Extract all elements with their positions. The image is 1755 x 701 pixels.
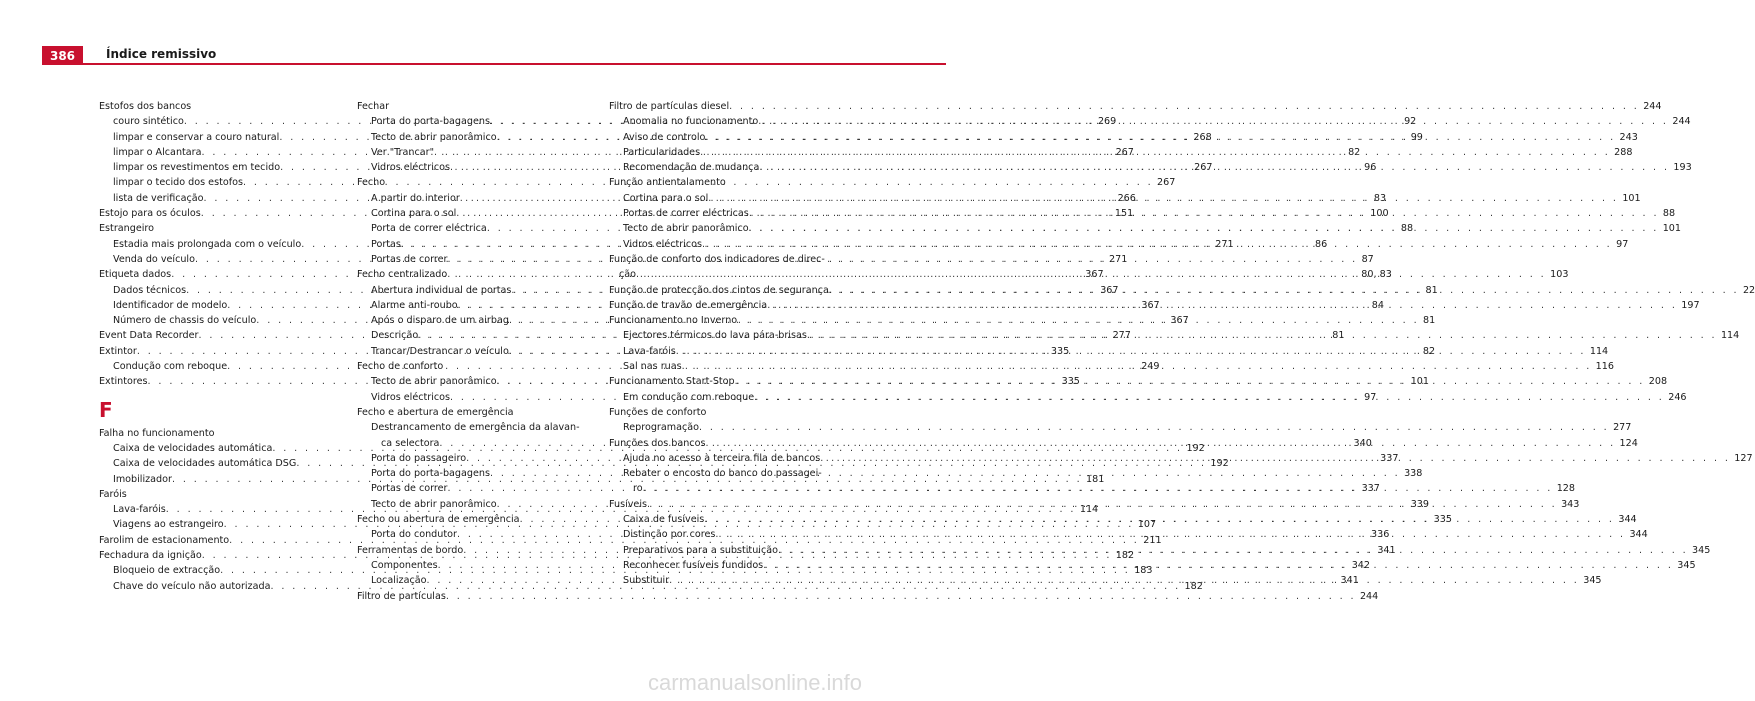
page-ref: 151 [1114, 208, 1134, 220]
leader-dots [705, 436, 1615, 451]
page-ref: 339 [1410, 498, 1429, 510]
page-ref: 97 [1616, 238, 1629, 250]
page-ref: 249 [1141, 361, 1160, 373]
entry-label: Portas de correr [371, 253, 448, 265]
page-ref: 335 [1050, 345, 1070, 357]
entry-label: Em condução com reboque [623, 391, 755, 403]
entry-label: Porta de correr eléctrica [371, 223, 487, 235]
page-ref: 192 [1186, 442, 1205, 454]
page-ref: 341 [1377, 544, 1396, 556]
index-heading: Funcionamento no Inverno [609, 315, 738, 327]
index-entry [609, 99, 1662, 114]
page-ref: 197 [1681, 299, 1700, 311]
leader-dots [676, 344, 1586, 359]
page-ref: 101 [1662, 223, 1681, 235]
entry-label: Aviso de controlo [623, 131, 706, 143]
page-ref: 182 [1184, 580, 1203, 592]
index-heading: Falha no funcionamento [99, 427, 215, 439]
leader-dots [647, 497, 1557, 512]
leader-dots [759, 160, 1669, 175]
leader-dots [682, 359, 1592, 374]
page-ref: 211 [1143, 534, 1162, 546]
entry-label: Lava-faróis [623, 345, 676, 357]
entry-label: Event Data Recorder [99, 330, 199, 342]
entry-label: Estojo para os óculos [99, 208, 201, 220]
entry-label: Viagens ao estrangeiro [113, 519, 224, 531]
page-ref: 107 [1137, 519, 1157, 531]
entry-label: Fusíveis [609, 498, 647, 510]
entry-label: Fechadura da ignição [99, 550, 202, 562]
page-ref: 103 [1550, 269, 1569, 281]
page-ref: 124 [1619, 437, 1638, 449]
index-heading: Fecho [357, 177, 386, 189]
entry-label: Dados técnicos [113, 284, 187, 296]
entry-label: Etiqueta dados [99, 269, 172, 281]
leader-dots [807, 328, 1717, 343]
page-ref: 345 [1677, 559, 1696, 571]
page-ref: 87 [1361, 253, 1374, 265]
entry-label: Reprogramação [623, 422, 699, 434]
entry-label: Caixa de velocidades automática DSG [113, 458, 297, 470]
page-ref: 367 [1170, 315, 1189, 327]
entry-label: Anomalia no funcionamento [623, 116, 759, 128]
entry-label: Vidros eléctricos [371, 391, 451, 403]
page-ref: 127 [1734, 452, 1753, 464]
page-ref: 193 [1673, 162, 1692, 174]
index-heading: Faróis [99, 488, 127, 500]
entry-label: Reconhecer fusíveis fundidos [623, 559, 764, 571]
entry-label: Cortina para o sol [623, 192, 709, 204]
page-ref: 114 [1079, 504, 1099, 516]
page-ref: 83 [1373, 192, 1387, 204]
entry-label: Particularidades [623, 146, 701, 158]
entry-label: couro sintético [113, 116, 184, 128]
entry-label: lista de verificação [113, 192, 204, 204]
page-ref: 345 [1692, 544, 1711, 556]
entry-label: Tecto de abrir panorâmico [371, 498, 497, 510]
page-ref: 336 [1371, 529, 1390, 541]
page-ref: 101 [1410, 376, 1429, 388]
leader-dots [767, 298, 1677, 313]
page-ref: 114 [1720, 330, 1740, 342]
entry-label: Porta do porta-bagagens [371, 468, 490, 480]
entry-label: ção [619, 269, 637, 281]
entry-label: Lava-faróis [113, 504, 166, 516]
page-ref: 244 [1643, 101, 1662, 112]
page-ref: 277 [1613, 422, 1632, 434]
page-ref: 343 [1561, 498, 1580, 510]
leader-dots [763, 558, 1673, 573]
leader-dots [704, 512, 1614, 527]
page-ref: 267 [1157, 177, 1176, 189]
page-ref: 22 [1742, 284, 1755, 296]
entry-label: Fecho ou abertura de emergência [357, 514, 520, 526]
page-ref: 266 [1117, 192, 1136, 204]
entry-label: Tecto de abrir panorâmico [371, 131, 497, 143]
entry-label: Ejectores térmicos do lava pára-brisas [623, 330, 807, 342]
leader-dots [778, 543, 1688, 558]
page-ref: 340 [1353, 437, 1372, 449]
page-ref: 341 [1340, 575, 1359, 587]
entry-label: Estadia mais prolongada com o veículo [113, 238, 302, 250]
entry-label: Tecto de abrir panorâmico [371, 376, 497, 388]
page-ref: 345 [1583, 575, 1602, 587]
page-ref: 86 [1314, 238, 1328, 250]
entry-label: Vidros eléctricos [623, 238, 703, 250]
entry-label: Número de chassis do veículo [113, 315, 257, 327]
entry-label: Localização [371, 575, 427, 587]
entry-label: Funções dos bancos [609, 437, 706, 449]
page-ref: 243 [1619, 131, 1638, 143]
page-ref: 269 [1097, 116, 1117, 128]
page-ref: 335 [1433, 514, 1452, 526]
leader-dots [715, 527, 1625, 542]
page-ref: 344 [1629, 529, 1648, 541]
entry-label: Fecho centralizado [357, 269, 448, 281]
page-ref: 80, 83 [1361, 269, 1392, 281]
entry-label: Tecto de abrir panorâmico [623, 223, 749, 235]
entry-label: A partir do interior [371, 192, 460, 204]
page-ref: 114 [1589, 345, 1609, 357]
page-ref: 81 [1332, 330, 1345, 342]
page-ref: 81 [1425, 284, 1438, 296]
entry-label: Filtro de partículas diesel [609, 101, 730, 112]
leader-dots [758, 114, 1668, 129]
page-ref: 192 [1210, 458, 1229, 470]
entry-label: Alarme anti-roubo [371, 299, 458, 311]
page-ref: 92 [1404, 116, 1417, 128]
page-ref: 128 [1556, 483, 1575, 495]
index-heading: Função antientalamento [609, 177, 726, 189]
page-ref: 116 [1595, 361, 1614, 373]
entry-label: Distinção por cores [623, 529, 716, 541]
leader-dots [699, 420, 1609, 435]
page-ref: 97 [1364, 391, 1377, 403]
watermark: carmanualsonline.info [648, 670, 863, 695]
entry-label: Caixa de velocidades automática [113, 442, 273, 454]
entry-label: Recomendação de mudança [623, 162, 760, 174]
leader-dots [636, 267, 1546, 282]
page-ref: 101 [1622, 192, 1641, 204]
page-ref: 99 [1410, 131, 1423, 143]
entry-label: Porta do condutor [371, 529, 457, 541]
page-ref: 88 [1662, 208, 1676, 220]
page-ref: 367 [1085, 269, 1104, 281]
page-ref: 277 [1112, 330, 1131, 342]
entry-label: Componentes [371, 559, 438, 571]
page-ref: 82 [1348, 146, 1361, 158]
entry-label: Extintores [99, 376, 148, 388]
entry-label: Descrição [371, 330, 419, 342]
leader-dots [735, 374, 1645, 389]
entry-label: Identificador de modelo [113, 299, 228, 311]
page-ref: 271 [1215, 238, 1234, 250]
page-ref: 288 [1614, 146, 1633, 158]
index-heading: Funções de conforto [609, 406, 707, 418]
index-subentry [609, 420, 1632, 435]
entry-label: Ajuda no acesso à terceira fila de bancos [623, 452, 821, 464]
leader-dots [643, 481, 1553, 496]
leader-dots [749, 221, 1659, 236]
entry-label: Porta do porta-bagagens [371, 116, 490, 128]
page-ref: 268 [1193, 131, 1212, 143]
page-ref: 338 [1404, 468, 1423, 480]
entry-label-line1: Destrancamento de emergência da alavan- [371, 422, 580, 434]
page-ref: 81 [1423, 315, 1436, 327]
page-ref: 183 [1134, 565, 1153, 577]
entry-label: Imobilizador [113, 473, 172, 485]
entry-label: limpar os revestimentos em tecido [113, 162, 281, 174]
leader-dots [708, 191, 1618, 206]
entry-label: Extintor [99, 345, 137, 357]
entry-label: Cortina para o sol [371, 208, 457, 220]
entry-label: Função de travão de emergência [609, 299, 768, 311]
page-ref: 337 [1361, 483, 1380, 495]
page-ref: 367 [1141, 299, 1160, 311]
entry-label: Após o disparo de um airbag [371, 315, 509, 327]
page-ref: 246 [1668, 391, 1687, 403]
page-ref: 342 [1351, 559, 1370, 571]
page-ref: 100 [1370, 208, 1389, 220]
entry-label: limpar e conservar a couro natural [113, 131, 280, 143]
entry-label: ca selectora [381, 437, 440, 449]
entry-label: Bloqueio de extracção [113, 565, 221, 577]
index-heading: Estofos dos bancos [99, 101, 192, 112]
entry-label: Filtro de partículas [357, 590, 446, 602]
page-ref: 84 [1371, 299, 1384, 311]
page-ref: 335 [1061, 376, 1080, 388]
page-ref: 367 [1100, 284, 1119, 296]
page-ref: 181 [1086, 473, 1105, 485]
entry-label: Função de protecção dos cintos de segurança [609, 284, 829, 296]
entry-label: Funcionamento Start-Stop [609, 376, 735, 388]
page-ref: 337 [1380, 452, 1399, 464]
index-heading: Estrangeiro [99, 223, 154, 235]
page-ref: 182 [1115, 550, 1135, 562]
entry-label: limpar o Alcantara [113, 146, 202, 158]
entry-label: limpar o tecido dos estofos [113, 177, 243, 189]
entry-label: Vidros eléctricos [371, 162, 451, 174]
entry-label: Trancar/Destrancar o veículo [371, 345, 509, 357]
leader-dots [446, 589, 1356, 604]
entry-label-line1: Rebater o encosto do banco do passagei- [623, 468, 822, 480]
leader-dots [729, 99, 1639, 114]
leader-dots [705, 130, 1615, 145]
page-ref: 208 [1648, 376, 1668, 388]
entry-label: Porta do passageiro [371, 452, 467, 464]
index-heading: Fecho e abertura de emergência [357, 406, 514, 418]
leader-dots [702, 237, 1612, 252]
leader-dots [700, 145, 1610, 160]
page-ref: 88 [1400, 223, 1414, 235]
entry-label: ro [633, 483, 643, 495]
page-ref: 82 [1422, 345, 1436, 357]
leader-dots [820, 451, 1730, 466]
entry-label: Ferramentas de bordo [357, 544, 464, 556]
entry-label: Caixa de fusíveis [623, 514, 705, 526]
entry-label: Sal nas ruas [623, 361, 682, 373]
entry-label: Portas [371, 238, 401, 250]
page-title: Índice remissivo [106, 47, 217, 61]
leader-dots [829, 283, 1739, 298]
page-ref: 344 [1618, 514, 1637, 526]
page-ref: 267 [1115, 146, 1134, 158]
entry-label: Portas de correr [371, 483, 448, 495]
leader-dots [448, 252, 1358, 267]
entry-label: Venda do veículo [113, 253, 195, 265]
entry-label: Condução com reboque [113, 361, 228, 373]
page-ref: 271 [1109, 253, 1128, 265]
entry-label: Portas de correr eléctricas [623, 208, 749, 220]
leader-dots [749, 206, 1659, 221]
entry-label: Abertura individual de portas [371, 284, 512, 296]
leader-dots [754, 390, 1664, 405]
page-ref: 244 [1672, 116, 1691, 128]
index-heading: Fechar [357, 101, 390, 112]
entry-label-line1: Função de conforto dos indicadores de direc- [609, 253, 825, 265]
section-letter: F [99, 397, 113, 422]
page-ref: 267 [1194, 162, 1213, 174]
entry-label: Farolim de estacionamento [99, 534, 230, 546]
page-number: 386 [42, 46, 83, 65]
leader-dots [669, 573, 1579, 588]
index-entry [357, 589, 1379, 604]
entry-label: Ver "Trancar" [371, 146, 434, 158]
entry-label: Chave do veículo não autorizada [113, 580, 271, 592]
index-heading: Fecho de conforto [357, 361, 444, 373]
entry-label: Substituir [623, 575, 670, 587]
page-ref: 244 [1359, 590, 1379, 602]
page-ref: 96 [1364, 162, 1377, 174]
entry-label: Preparativos para a substituição [623, 544, 778, 556]
header-rule [42, 63, 946, 65]
